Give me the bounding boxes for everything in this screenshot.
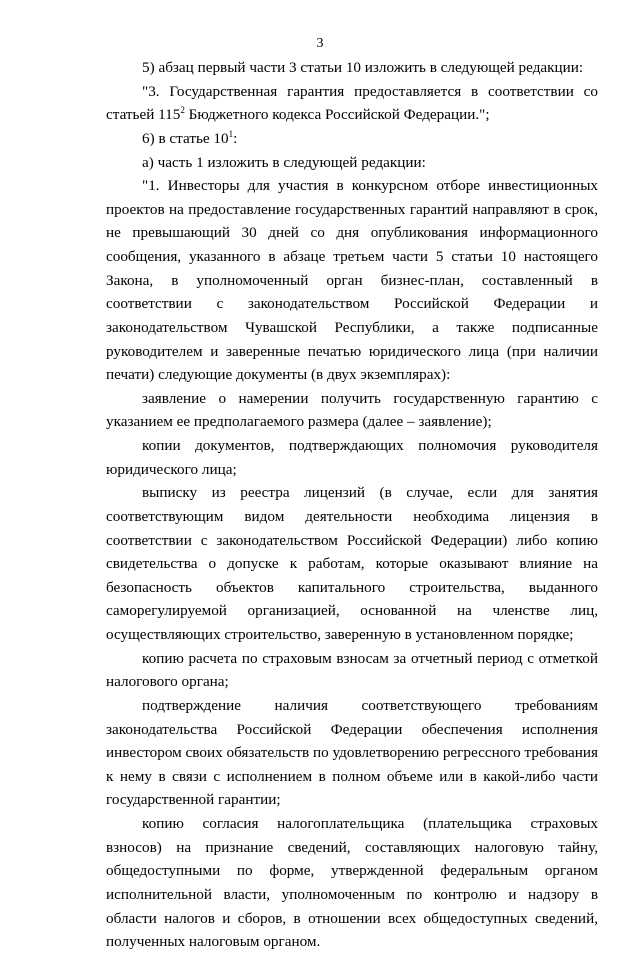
page-number: 3	[316, 36, 324, 51]
paragraph-quote-1: "1. Инвесторы для участия в конкурсном отборе инвестиционных проектов на предоставление государственных гарантий направляют в срок, не превышающий 30 дней со дня опубликования информационного сообщения, указанного в абзаце третьем части 5 статьи 10 настоящего Закона, в уполномоченный орган бизнес-план, составленный в соответствии с законодательством Российской Федерации и законодательством Чувашской Республики, а также подписанные руководителем и заверенные печатью юридического лица (при наличии печати) следующие документы (в двух экземплярах):	[106, 177, 598, 384]
paragraph-text: "3. Государственная гарантия предоставляется в соответствии со статьей 115	[106, 82, 598, 124]
paragraph-doc-copies: копии документов, подтверждающих полномочия руководителя юридического лица;	[106, 437, 598, 478]
paragraph-item-6	[106, 127, 598, 151]
paragraph-text: 6) в статье 10	[142, 129, 229, 147]
paragraph-item-a: а) часть 1 изложить в следующей редакции:	[142, 153, 426, 171]
paragraph-text: Бюджетного кодекса Российской Федерации.";	[184, 106, 490, 124]
paragraph-doc-consent: копию согласия налогоплательщика (плательщика страховых взносов) на признание сведений, составляющих налоговую тайну, общедоступными по форме, утвержденной федеральным органом исполнительной власти, уполномоченным по контролю и надзору в области налогов и сборов, в отношении всех общедоступных сведений, полученных налоговым органом.	[106, 815, 598, 951]
paragraph-quote-3	[106, 80, 598, 127]
document-body	[106, 56, 598, 954]
paragraph-doc-insurance: копию расчета по страховым взносам за отчетный период с отметкой налогового органа;	[106, 649, 598, 691]
paragraph-doc-security: подтверждение наличия соответствующего требованиям законодательства Российской Федерации обеспечения исполнения инвестором своих обязательств по удовлетворению регрессного требования к нему в связи с исполнением в полном объеме или в какой-либо части государственной гарантии;	[106, 696, 598, 809]
superscript: 1	[228, 128, 234, 139]
paragraph-text: :	[233, 129, 238, 147]
superscript: 2	[180, 105, 185, 116]
paragraph-doc-application: заявление о намерении получить государственную гарантию с указанием ее предполагаемого размера (далее – заявление);	[106, 389, 598, 431]
paragraph-doc-license: выписку из реестра лицензий (в случае, если для занятия соответствующим видом деятельности необходима лицензия в соответствии с законодательством Российской Федерации) либо копию свидетельства о допуске к работам, которые оказывают влияние на безопасность объектов капитального строительства, выданного саморегулируемой организацией, основанной на членстве лиц, осуществляющих строительство, заверенную в установленном порядке;	[106, 484, 598, 643]
paragraph-item-5: 5) абзац первый части 3 статьи 10 изложить в следующей редакции:	[142, 59, 584, 76]
